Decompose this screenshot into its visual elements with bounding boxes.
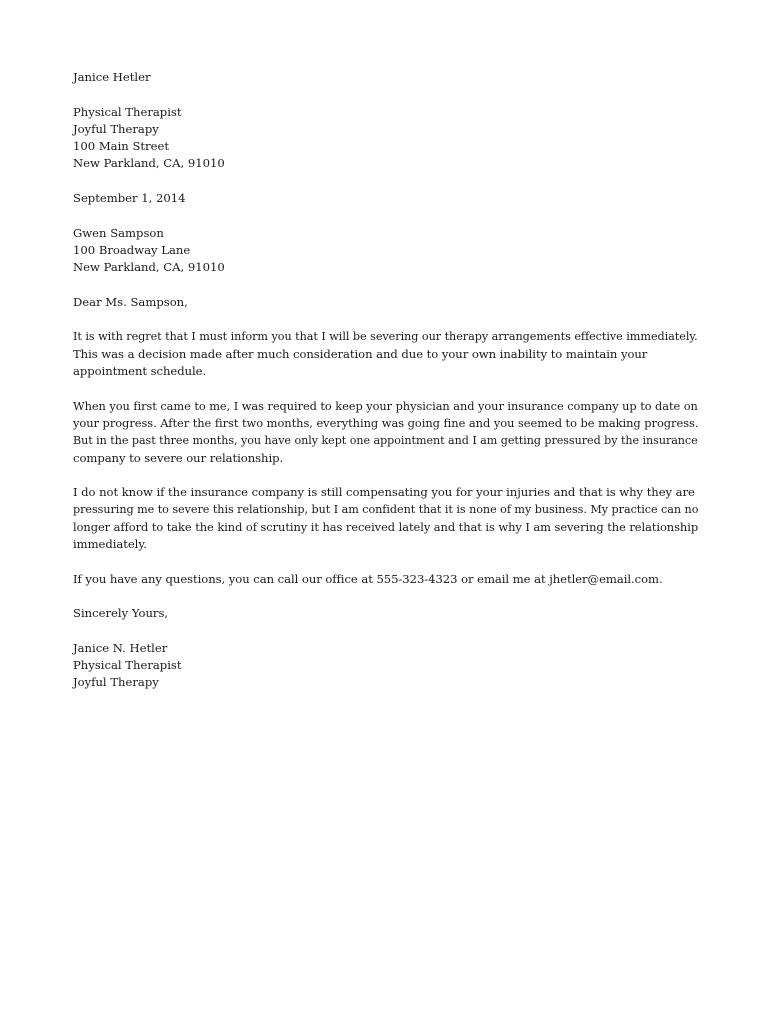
recipient-name: Gwen Sampson xyxy=(73,225,164,240)
paragraph-4 xyxy=(73,571,698,588)
paragraph-line: But in the past three months, you have only kept one appointment and I am getting pressured by the insurance xyxy=(73,433,698,448)
recipient-city: New Parkland, CA, 91010 xyxy=(73,260,225,275)
signature-name: Janice N. Hetler xyxy=(73,640,168,655)
sender-title: Physical Therapist xyxy=(73,104,182,119)
recipient-street: 100 Broadway Lane xyxy=(73,242,191,257)
salutation: Dear Ms. Sampson, xyxy=(73,294,188,309)
paragraph-line: your progress. After the first two months, everything was going fine and you seemed to be making progress. xyxy=(73,415,699,430)
sender-city: New Parkland, CA, 91010 xyxy=(73,156,225,171)
paragraph-1 xyxy=(73,328,698,380)
sender-name: Janice Hetler xyxy=(73,70,151,84)
paragraph-line: I do not know if the insurance company is still compensating you for your injuries and that is why they are xyxy=(73,485,695,500)
recipient-block xyxy=(73,225,698,277)
paragraph-line: company to severe our relationship. xyxy=(73,450,284,465)
closing: Sincerely Yours, xyxy=(73,606,169,621)
paragraph-line: If you have any questions, you can call our office at 555-323-4323 or email me at jhetler@email.com. xyxy=(73,571,663,586)
paragraph-line: pressuring me to severe this relationship, but I am confident that it is none of my business. My practice can no xyxy=(73,502,699,517)
letter-body xyxy=(73,69,698,692)
sender-street: 100 Main Street xyxy=(73,139,169,154)
paragraph-line: longer afford to take the kind of scrutiny it has received lately and that is why I am severing the relationship xyxy=(73,519,699,534)
paragraph-line: It is with regret that I must inform you that I will be severing our therapy arrangements effective immediately. xyxy=(73,329,698,344)
paragraph-line: When you first came to me, I was required to keep your physician and your insurance company up to date on xyxy=(73,398,698,413)
paragraph-line: immediately. xyxy=(73,537,147,552)
signature-block xyxy=(73,640,698,692)
signature-title: Physical Therapist xyxy=(73,658,182,673)
letter-date: September 1, 2014 xyxy=(73,191,186,206)
paragraph-line: appointment schedule. xyxy=(73,364,207,379)
sender-block xyxy=(73,69,698,173)
signature-company: Joyful Therapy xyxy=(73,675,159,690)
paragraph-2 xyxy=(73,398,698,467)
sender-company: Joyful Therapy xyxy=(73,121,159,136)
paragraph-3 xyxy=(73,484,698,553)
paragraph-line: This was a decision made after much consideration and due to your own inability to maintain your xyxy=(73,346,648,361)
